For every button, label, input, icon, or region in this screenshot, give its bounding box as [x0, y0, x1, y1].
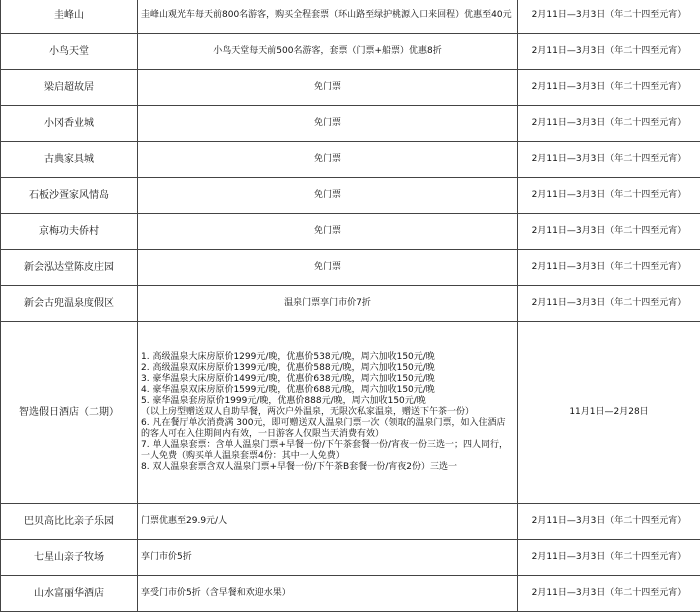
venue-name: 梁启超故居 — [1, 70, 138, 106]
table-row — [1, 286, 700, 322]
date-range: 2月11日—3月3日（年二十四至元宵） — [518, 142, 700, 178]
venue-name: 七星山亲子牧场 — [1, 540, 138, 576]
date-range: 2月11日—3月3日（年二十四至元宵） — [518, 576, 700, 612]
date-range: 2月11日—3月3日（年二十四至元宵） — [518, 34, 700, 70]
venue-name: 智选假日酒店（二期） — [1, 322, 138, 504]
date-range: 2月11日—3月3日（年二十四至元宵） — [518, 540, 700, 576]
table-row — [1, 250, 700, 286]
table-row — [1, 322, 700, 504]
offer-line: 5. 豪华温泉套房原价1999元/晚，优惠价888元/晚，周六加收150元/晚 — [141, 396, 514, 407]
table-row — [1, 34, 700, 70]
offer-text: 免门票 — [138, 70, 518, 106]
table-row — [1, 576, 700, 612]
date-range: 11月1日—2月28日 — [518, 322, 700, 504]
offer-text: 免门票 — [138, 106, 518, 142]
table-row — [1, 214, 700, 250]
offer-line: 8. 双人温泉套票含双人温泉门票+早餐一份/下午茶B套餐一份/宵夜2份）三选一 — [141, 462, 514, 473]
venue-name: 圭峰山 — [1, 0, 138, 34]
offer-line: 1. 高级温泉大床房原价1299元/晚，优惠价538元/晚，周六加收150元/晚 — [141, 352, 514, 363]
offer-line: 7. 单人温泉套票：含单人温泉门票+早餐一份/下午茶套餐一份/宵夜一份三选一；四人同行，一人免费（购买单人温泉套票4份：其中一人免费） — [141, 440, 514, 462]
venue-name: 新会泓达堂陈皮庄园 — [1, 250, 138, 286]
offer-line: 6. 凡在餐厅单次消费满 300元，即可赠送双人温泉门票一次（领取的温泉门票，如入住酒店的客人可在入住期间内有效，一日游客人仅限当天消费有效） — [141, 418, 514, 440]
date-range: 2月11日—3月3日（年二十四至元宵） — [518, 214, 700, 250]
offer-line: 3. 豪华温泉大床房原价1499元/晚，优惠价638元/晚，周六加收150元/晚 — [141, 374, 514, 385]
venue-name: 石板沙疍家风情岛 — [1, 178, 138, 214]
offer-text: 小鸟天堂每天前500名游客，套票（门票+船票）优惠8折 — [138, 34, 518, 70]
offer-text: 免门票 — [138, 214, 518, 250]
table-row — [1, 504, 700, 540]
date-range: 2月11日—3月3日（年二十四至元宵） — [518, 178, 700, 214]
offer-text: 免门票 — [138, 178, 518, 214]
venue-name: 京梅功夫侨村 — [1, 214, 138, 250]
offer-line: （以上房型赠送双人自助早餐，两次户外温泉，无限次私家温泉，赠送下午茶一份） — [141, 407, 514, 418]
table-row — [1, 540, 700, 576]
offer-line: 4. 豪华温泉双床房原价1599元/晚，优惠价688元/晚，周六加收150元/晚 — [141, 385, 514, 396]
date-range: 2月11日—3月3日（年二十四至元宵） — [518, 106, 700, 142]
offer-text: 免门票 — [138, 142, 518, 178]
offer-text: 享门市价5折 — [138, 540, 518, 576]
venue-name: 山水富丽华酒店 — [1, 576, 138, 612]
offer-text: 享受门市价5折（含早餐和欢迎水果） — [138, 576, 518, 612]
offer-text: 温泉门票享门市价7折 — [138, 286, 518, 322]
offer-list — [138, 322, 518, 504]
offer-text: 免门票 — [138, 250, 518, 286]
table-row — [1, 0, 700, 34]
date-range: 2月11日—3月3日（年二十四至元宵） — [518, 286, 700, 322]
offer-text: 门票优惠至29.9元/人 — [138, 504, 518, 540]
date-range: 2月11日—3月3日（年二十四至元宵） — [518, 70, 700, 106]
table-row — [1, 142, 700, 178]
venue-name: 古典家具城 — [1, 142, 138, 178]
venue-name: 新会古兜温泉度假区 — [1, 286, 138, 322]
date-range: 2月11日—3月3日（年二十四至元宵） — [518, 0, 700, 34]
venue-name: 巴贝高比比亲子乐园 — [1, 504, 138, 540]
table-row — [1, 178, 700, 214]
table-row — [1, 70, 700, 106]
offer-text: 圭峰山观光车每天前800名游客，购买全程套票（环山路至绿护桃源入口来回程）优惠至40元 — [138, 0, 518, 34]
venue-name: 小鸟天堂 — [1, 34, 138, 70]
date-range: 2月11日—3月3日（年二十四至元宵） — [518, 250, 700, 286]
venue-name: 小冈香业城 — [1, 106, 138, 142]
offer-line: 2. 高级温泉双床房原价1399元/晚，优惠价588元/晚，周六加收150元/晚 — [141, 363, 514, 374]
table-row — [1, 106, 700, 142]
date-range: 2月11日—3月3日（年二十四至元宵） — [518, 504, 700, 540]
